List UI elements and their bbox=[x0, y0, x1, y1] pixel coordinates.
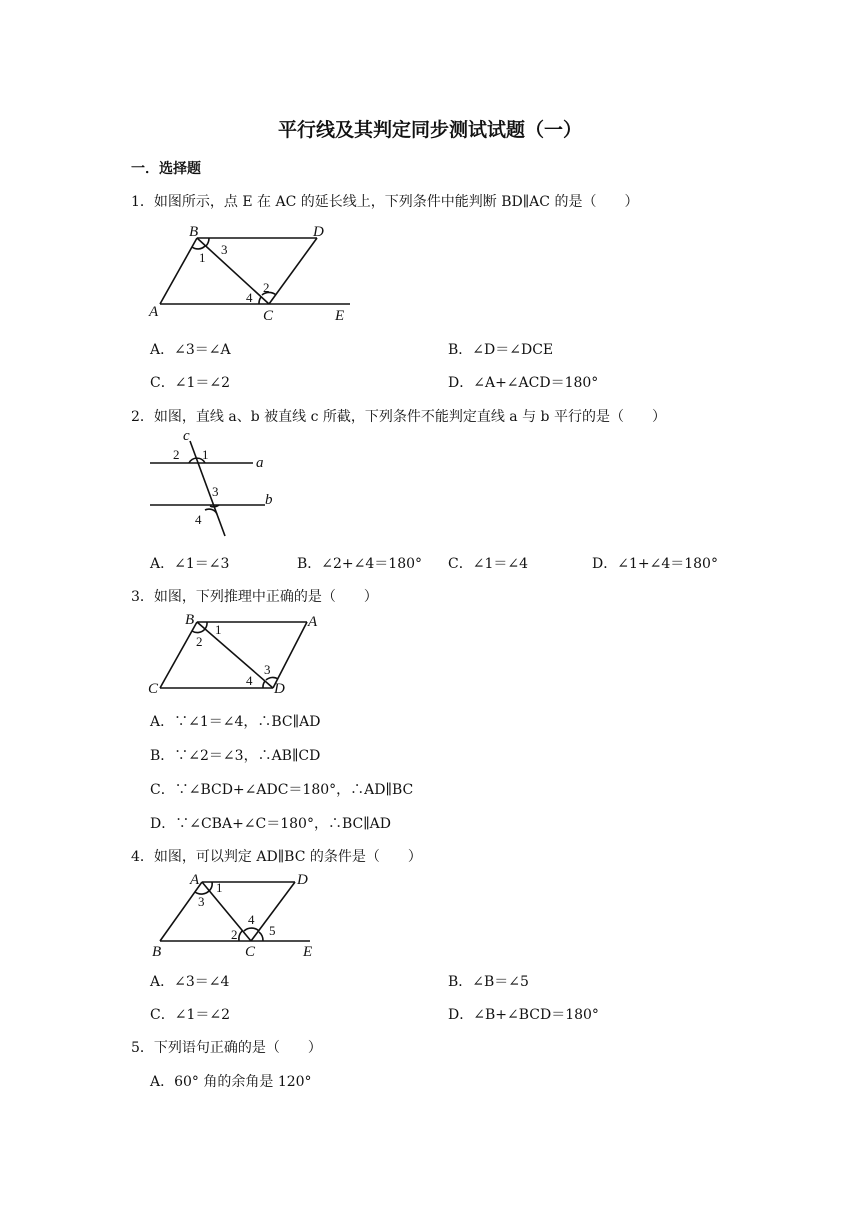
label-C: C bbox=[263, 308, 274, 324]
question-5-option-a: A．60° 角的余角是 120° bbox=[150, 1074, 312, 1090]
page-title: 平行线及其判定同步测试试题（一） bbox=[277, 119, 582, 141]
label-angle-4: 4 bbox=[246, 290, 253, 305]
label-angle-1: 1 bbox=[215, 622, 222, 637]
label-C: C bbox=[148, 681, 159, 697]
angle-3-arc bbox=[266, 677, 278, 680]
label-D: D bbox=[274, 681, 285, 697]
label-C: C bbox=[245, 944, 256, 960]
section-heading: 一．选择题 bbox=[131, 161, 201, 177]
label-E: E bbox=[335, 308, 345, 324]
angle-2-arc bbox=[239, 931, 242, 941]
angle-3-arc bbox=[206, 238, 209, 246]
question-1-option-c: C．∠1＝∠2 bbox=[150, 375, 230, 391]
question-2-option-c: C．∠1＝∠4 bbox=[448, 556, 528, 572]
angle-1-arc bbox=[205, 622, 207, 629]
question-1-figure bbox=[145, 222, 360, 324]
label-angle-2: 2 bbox=[196, 634, 203, 649]
angle-5-arc bbox=[259, 932, 263, 941]
label-b: b bbox=[265, 492, 273, 508]
label-angle-4: 4 bbox=[246, 673, 253, 688]
label-B: B bbox=[189, 224, 199, 240]
label-E: E bbox=[303, 944, 313, 960]
question-1-stem: 1．如图所示，点 E 在 AC 的延长线上，下列条件中能判断 BD∥AC 的是（ ） bbox=[131, 194, 639, 210]
label-angle-3: 3 bbox=[212, 484, 219, 499]
question-2-figure bbox=[145, 428, 280, 540]
label-angle-2: 2 bbox=[263, 280, 270, 295]
label-angle-5: 5 bbox=[269, 923, 276, 938]
label-B: B bbox=[152, 944, 162, 960]
angle-1-arc bbox=[209, 882, 212, 891]
question-5-stem: 5．下列语句正确的是（ ） bbox=[131, 1040, 322, 1056]
question-2-option-d: D．∠1+∠4＝180° bbox=[592, 556, 718, 572]
question-1-option-d: D．∠A+∠ACD＝180° bbox=[448, 375, 599, 391]
angle-4-arc bbox=[259, 297, 261, 304]
question-1-option-a: A．∠3＝∠A bbox=[150, 342, 231, 358]
label-A: A bbox=[308, 614, 318, 630]
question-3-stem: 3．如图，下列推理中正确的是（ ） bbox=[131, 589, 378, 605]
question-2-option-a: A．∠1＝∠3 bbox=[150, 556, 230, 572]
angle-1-arc bbox=[192, 246, 205, 249]
label-c: c bbox=[183, 428, 190, 444]
label-angle-4: 4 bbox=[248, 912, 255, 927]
question-3-figure bbox=[145, 610, 335, 700]
label-a: a bbox=[256, 455, 264, 471]
question-3-option-c: C．∵∠BCD+∠ADC＝180°，∴AD∥BC bbox=[150, 782, 414, 798]
question-2-stem: 2．如图，直线 a、b 被直线 c 所截，下列条件不能判定直线 a 与 b 平行的是（ ） bbox=[131, 409, 666, 425]
label-D: D bbox=[313, 224, 324, 240]
label-angle-4: 4 bbox=[195, 512, 202, 527]
segment-CD bbox=[269, 238, 317, 304]
label-D: D bbox=[297, 872, 308, 888]
label-angle-1: 1 bbox=[199, 250, 206, 265]
question-4-option-d: D．∠B+∠BCD＝180° bbox=[448, 1007, 599, 1023]
question-4-stem: 4．如图，可以判定 AD∥BC 的条件是（ ） bbox=[131, 849, 422, 865]
label-B: B bbox=[185, 612, 195, 628]
label-angle-1: 1 bbox=[216, 880, 223, 895]
question-4-figure bbox=[145, 870, 330, 962]
segment-BC bbox=[197, 238, 269, 304]
label-angle-2: 2 bbox=[173, 447, 180, 462]
question-4-option-b: B．∠B＝∠5 bbox=[448, 974, 529, 990]
label-angle-3: 3 bbox=[221, 242, 228, 257]
label-A: A bbox=[190, 872, 200, 888]
segment-BC bbox=[160, 622, 197, 688]
question-1-option-b: B．∠D＝∠DCE bbox=[448, 342, 554, 358]
segment-AD bbox=[273, 622, 307, 688]
segment-BD bbox=[197, 622, 273, 688]
question-4-option-a: A．∠3＝∠4 bbox=[150, 974, 230, 990]
segment-AB bbox=[160, 882, 202, 941]
label-angle-3: 3 bbox=[264, 662, 271, 677]
question-3-option-d: D．∵∠CBA+∠C＝180°，∴BC∥AD bbox=[150, 816, 392, 832]
question-4-option-c: C．∠1＝∠2 bbox=[150, 1007, 230, 1023]
segment-AB bbox=[160, 238, 197, 304]
label-angle-3: 3 bbox=[198, 894, 205, 909]
question-3-option-a: A．∵∠1＝∠4，∴BC∥AD bbox=[150, 714, 321, 730]
question-3-option-b: B．∵∠2＝∠3，∴AB∥CD bbox=[150, 748, 321, 764]
angle-4-arc bbox=[244, 928, 259, 931]
label-angle-2: 2 bbox=[231, 927, 238, 942]
label-angle-1: 1 bbox=[202, 447, 209, 462]
angle-4-arc bbox=[263, 681, 265, 688]
label-A: A bbox=[149, 304, 159, 320]
angle-2-arc bbox=[192, 629, 205, 633]
question-2-option-b: B．∠2+∠4＝180° bbox=[297, 556, 423, 572]
